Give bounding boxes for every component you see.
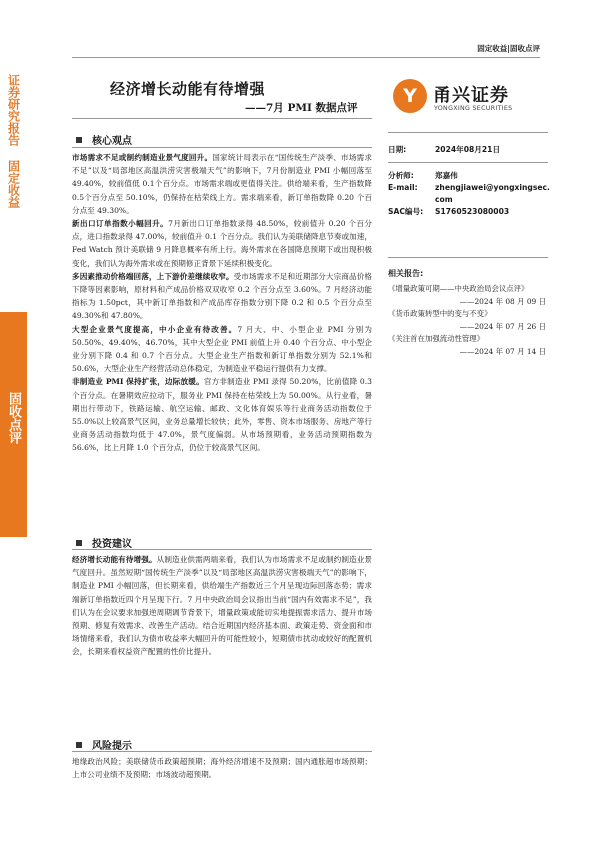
email-value[interactable]: zhengjiawei@yongxingsec.com: [435, 183, 550, 204]
related-report-item[interactable]: [388, 308, 550, 333]
paragraph-text: 官方非制造业 PMI 录得 50.20%，比前值降 0.3 个百分点。在暑期效应拉动下，服务业 PMI 保持在枯荣线上为 50.00%。从行业看，暑期出行带动下，铁路运输、航空运输、邮政、文化体育娱乐等行业商务活动指数位于 55.0%以上较高景气区间，业务总量增长较快；此外，零售、资本市场服务、房地产等行业商务活动指数均低于 47.0%，景气度偏弱。从市场预期看，业务活动预期指数为 56.6%，比上月降 1.0 个百分点，仍位于较高景气区间。: [72, 377, 372, 453]
info-top-divider: [388, 132, 548, 133]
analyst-name: 郑嘉伟: [435, 171, 458, 180]
date-value: 2024年08月21日: [435, 145, 501, 154]
section-risk-title: 风险提示: [92, 741, 132, 752]
sac-value: S1760523080003: [435, 207, 510, 216]
info-row-date: [388, 144, 550, 156]
side-label-text: 证券研究报告 固定收益: [6, 74, 21, 208]
page-title: 经济增长动能有待增强: [110, 80, 266, 98]
related-report-date: ——2024 年 07 月 14 日: [459, 346, 546, 356]
report-category: 固定收益|固收点评: [477, 44, 540, 53]
section-advice-title: 投资建议: [92, 539, 132, 550]
section-core-heading: [72, 132, 132, 147]
core-paragraph: [72, 323, 372, 376]
page-subtitle: ——7月 PMI 数据点评: [245, 102, 358, 114]
paragraph-text: 7月新出口订单指数录得 48.50%，较前值升 0.20 个百分点，进口指数录得 47.00%，较前值升 0.1 个百分点。我们认为美联储降息节奏或加速，Fed Watch 预计美联储 9 月降息概率有所上行。海外需求在各国降息预期下或出现积极变化，我们认为海外需求或在预期修正背景下延续积极变化。: [72, 219, 372, 268]
section-risk-heading: [72, 737, 132, 752]
paragraph-lead: 多因素推动价格端回落，上下游价差继续收窄。: [72, 271, 234, 281]
paragraph-lead: 非制造业 PMI 保持扩张，边际放缓。: [72, 377, 204, 387]
logo-english-name: YONGXING SECURITIES: [434, 105, 513, 112]
section-advice-heading: [72, 535, 132, 550]
core-body: [72, 151, 372, 455]
section-bullet-icon: [76, 540, 82, 546]
side-label-type: [0, 312, 27, 537]
core-paragraph: [72, 375, 372, 454]
related-report-date: ——2024 年 07 月 26 日: [459, 321, 546, 331]
paragraph-lead: 大型企业景气度提高，中小企业有待改善。: [72, 324, 238, 334]
core-paragraph: [72, 217, 372, 270]
risk-body: [72, 755, 372, 781]
advice-paragraph: [72, 553, 372, 659]
risk-paragraph: 地缘政治风险；美联储货币政策超预期；海外经济增速不及预期；国内通胀超市场预期；上市公司业绩不及预期；市场波动超预期。: [72, 757, 372, 780]
analyst-label: 分析师:: [388, 171, 414, 180]
section-divider: [72, 147, 372, 148]
sac-label: SAC编号:: [388, 207, 424, 216]
paragraph-text: 7 月大、中、小型企业 PMI 分别为 50.50%、49.40%、46.70%，其中大型企业 PMI 前值上升 0.40 个百分点、中小型企业分别下降 0.4 和 0.7 个百分点。大型企业生产指数和新订单指数分别为 52.1%和 50.6%，大型企业生产经营活动总体稳定，为制造业平稳运行提供有力支撑。: [72, 324, 372, 374]
section-divider: [72, 751, 372, 752]
advice-body: [72, 553, 372, 659]
related-report-item[interactable]: [388, 333, 550, 358]
section-divider: [72, 549, 372, 550]
paragraph-text: 从制造业供需两端来看，我们认为市场需求不足或制约制造业景气度回升。虽然短期“国传统生产淡季”以及“局部地区高温洪涝灾害极端天气”的影响下，制造业 PMI 小幅回落，但长期来看，供给端生产指数近三个月呈现边际回落态势；需求端新订单指数近四个月呈现下行。7 月中央政治局会议指出当前“国内有效需求不足”，我们认为在会议要求加强逆周期调节背景下，增量政策或能切实地提振需求活力、提升市场预期、修复有效需求、改善生产活动。结合近期国内经济基本面、政策走势、资金面和市场情绪来看，我们认为债市收益率大幅回升的可能性较小，短期债市扰动或较好的配置机会，长期来看权益资产配置的性价比提升。: [72, 555, 373, 657]
related-report-title: 《关注首在加强流动性管理》: [388, 334, 485, 343]
title-divider: [72, 118, 372, 119]
section-core-title: 核心观点: [92, 136, 132, 147]
analyst-info: [388, 144, 550, 156]
core-paragraph: [72, 270, 372, 323]
info-row-email: [388, 182, 550, 206]
paragraph-lead: 市场需求不足或制约制造业景气度回升。: [72, 153, 213, 162]
side-label-type-text: 固收点评: [6, 392, 21, 444]
paragraph-lead: 经济增长动能有待增强。: [72, 555, 157, 564]
related-reports-title: 相关报告:: [388, 269, 424, 278]
info-divider: [388, 257, 548, 258]
related-report-title: 《货币政策转型中的变与不变》: [388, 309, 492, 318]
paragraph-text: 国家统计局表示在“国传统生产淡季、市场需求不足”以及“局部地区高温洪涝灾害极端天气”的影响下，7月份制造业 PMI 小幅回落至 49.40%，较前值低 0.1个百分点。市场需求端或更值得关注。供给端来看，生产指数降 0.5个百分点至 50.10%，仍保持在枯荣线上方。需求端来看，新订单指数降 0.20 个百分点至 49.30%。: [72, 153, 372, 215]
analyst-details: [388, 170, 550, 218]
section-bullet-icon: [76, 137, 82, 143]
logo-name: 甬兴证券: [433, 85, 509, 106]
related-report-title: 《增量政策可期——中央政治局会议点评》: [388, 284, 529, 293]
logo-mark-icon: Y: [393, 79, 427, 113]
related-reports-list: [388, 283, 550, 358]
info-row-analyst: [388, 170, 550, 182]
paragraph-lead: 新出口订单指数小幅回升。: [72, 219, 169, 229]
paragraph-text: 受市场需求不足和近期部分大宗商品价格下降等因素影响，原材料和产成品价格双双收窄 0.2 个百分点至 3.60%。7 月经济动能指标为 1.50pct，其中新订单指数和产成品库存指数分别下降 0.2 和 0.5 个百分点至 49.30%和 47.80%。: [72, 271, 372, 321]
section-bullet-icon: [76, 742, 82, 748]
core-paragraph: [72, 151, 372, 217]
related-report-date: ——2024 年 08 月 09 日: [459, 296, 546, 306]
company-logo: [393, 73, 543, 123]
related-report-item[interactable]: [388, 283, 550, 308]
info-row-sac: [388, 206, 550, 218]
side-label-research: [0, 74, 27, 250]
top-divider: [72, 57, 540, 58]
date-label: 日期:: [388, 145, 407, 154]
email-label: E-mail:: [388, 183, 418, 192]
info-divider: [388, 162, 548, 163]
